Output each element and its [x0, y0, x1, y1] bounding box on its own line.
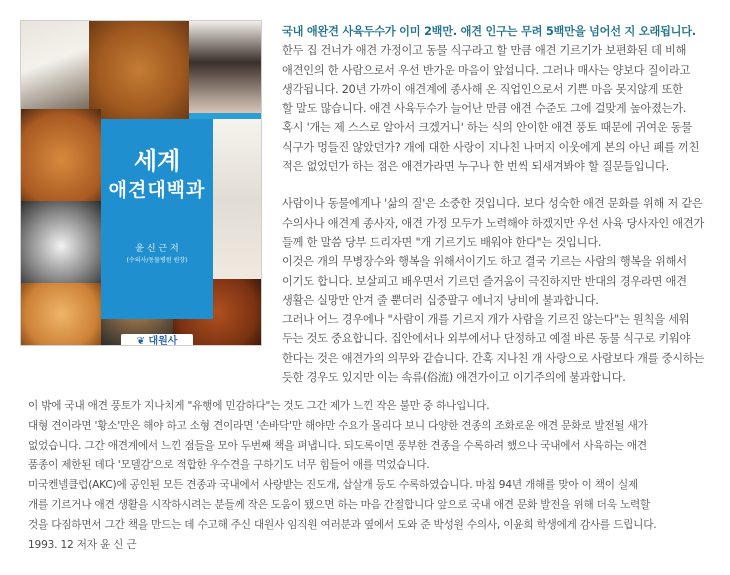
- publisher-icon: ❦: [136, 336, 145, 346]
- paragraph-line: 애견인의 한 사람으로서 우선 반가운 마음이 앞섭니다. 그러나 매사는 양보다 질이라고: [282, 63, 691, 77]
- paragraph-line: 이것은 개의 무병장수와 행복을 위해서이기도 하고 결국 기르는 사람의 행복을 위해서: [282, 255, 687, 269]
- paragraph-line: 할 말도 많습니다. 애견 사육두수가 늘어난 만큼 애견 수준도 그에 걸맞게 높아졌는가.: [282, 102, 687, 116]
- paragraph-line: 이기도 합니다. 보살피고 배우면서 기르던 즐거움이 극진하지만 반대의 경우라면 애견: [282, 274, 687, 288]
- paragraph-line: 두는 것도 중요합니다. 집안에서나 외부에서나 단정하고 예절 바른 동물 식구로 키워야: [282, 332, 691, 346]
- paragraph-line: 한두 집 건너가 애견 가정이고 동물 식구라고 할 만큼 애견 기르기가 보편화된 데 비해: [282, 44, 687, 58]
- paragraph-line: 품종이 제한된 데다 '모델감'으로 적합한 우수견을 구하기도 너무 힘들어 애를 먹었습니다.: [28, 459, 430, 472]
- paragraph-gap: [282, 176, 704, 194]
- cover-publisher-logo: [121, 334, 193, 346]
- cover-title-line2: 애견대백과: [108, 179, 206, 201]
- closing-text-block: [28, 397, 656, 555]
- paragraph-line: 개를 기르거나 애견 생활을 시작하시려는 분들께 작은 도움이 됐으면 하는 마음 간절합니다 앞으로 국내 애견 문화 발전을 위해 더욱 노력할: [28, 498, 651, 511]
- cover-title-panel: [101, 119, 213, 346]
- dog-photo-husky: [21, 201, 101, 283]
- paragraph-line: 적은 없었던가 하는 점은 애견가라면 누구나 한 번씩 되새겨봐야 할 질문들입니다.: [282, 160, 669, 174]
- dog-photo-dalmatian: [21, 21, 89, 109]
- paragraph-line: 사람이나 동물에게나 '삶의 질'은 소중한 것입니다. 보다 성숙한 애견 문화를 위해 저 같은: [282, 197, 703, 211]
- dog-photo-bichon: [213, 119, 261, 279]
- paragraph-line: 듯한 경우도 있지만 이는 속류(俗流) 애견가이고 이기주의에 불과합니다.: [282, 371, 626, 385]
- paragraph-line: 없었습니다. 그간 애견계에서 느낀 점들을 모아 두번째 책을 펴냅니다. 되도록이면 풍부한 견종을 수록하려 했으나 국내에서 사육하는 애견: [28, 439, 647, 452]
- paragraph-line: 혹시 '개는 제 스스로 알아서 크겠거니' 하는 식의 안이한 애견 풍토 때문에 귀여운 동물: [282, 121, 693, 135]
- publisher-name: 대원사: [148, 336, 178, 346]
- paragraph-line: 이 밖에 국내 애견 풍토가 지나치게 "유행에 민감하다"는 것도 그간 제가 느낀 작은 불만 중 하나입니다.: [28, 400, 490, 412]
- paragraph-line: 식구가 멍들진 않았던가? 개에 대한 사랑이 지나친 나머지 이웃에게 본의 아닌 폐를 끼친: [282, 140, 700, 154]
- paragraph-line: 생각됩니다. 20년 가까이 애견계에 종사해 온 직업인으로서 기쁜 마음 못지않게 또한: [282, 82, 683, 96]
- book-cover: [20, 20, 262, 346]
- paragraph-line: 대형 견이라면 '황소'만은 해야 하고 소형 견이라면 '손바닥'만 해야만 수요가 몰리다 보니 다양한 견종의 조화로운 애견 문화로 발전될 새가: [28, 419, 648, 432]
- paragraph-line: 것을 다짐하면서 그간 책을 만드는 데 수고해 주신 대원사 임직원 여러분과 옆에서 도와 준 박성원 수의사, 이윤희 학생에게 감사를 드립니다.: [28, 518, 657, 531]
- paragraph-line: 수의사나 애견계 종사자, 애견 가정 모두가 노력해야 하겠지만 우선 사육 당사자인 애견가: [282, 216, 705, 230]
- dog-photo-chow: [89, 21, 189, 119]
- signature-line: 1993. 12 저자 윤 신 근: [28, 538, 137, 551]
- cover-author: 윤 신 근 저: [135, 244, 179, 254]
- paragraph-line: 생활은 실망만 안겨 줄 뿐더러 십중팔구 에너지 낭비에 불과합니다.: [282, 293, 599, 307]
- cover-title-line1: 세계: [133, 147, 181, 175]
- paragraph-line: 그러나 어느 경우에나 "사람이 개를 기르지 개가 사람을 기르진 않는다"는 원칙을 세워: [282, 313, 690, 327]
- paragraph-line: 한다는 것은 애견가의 의무와 같습니다. 간혹 지나친 개 사랑으로 사람보다 개를 중시하는: [282, 351, 705, 365]
- dog-photo-spaniel: [189, 21, 261, 113]
- dog-photo-pomeranian: [21, 283, 101, 345]
- intro-text-column: [282, 22, 704, 387]
- dog-photo-shiba: [21, 109, 101, 201]
- paragraph-line: 미국켄넬클럽(AKC)에 공인된 모든 견종과 국내에서 사랑받는 진도개, 삽살개 등도 수록하였습니다. 마침 94년 개해를 맞아 이 책이 실제: [28, 479, 639, 492]
- cover-author-subtitle: (수의사/동물병원 원장): [126, 257, 188, 264]
- lead-sentence: 국내 애완견 사육두수가 이미 2백만. 애견 인구는 무려 5백만을 넘어선 지 오래됩니다.: [282, 25, 696, 38]
- paragraph-line: 들께 한 말씀 당부 드리자면 "개 기르기도 배워야 한다"는 것입니다.: [282, 235, 602, 249]
